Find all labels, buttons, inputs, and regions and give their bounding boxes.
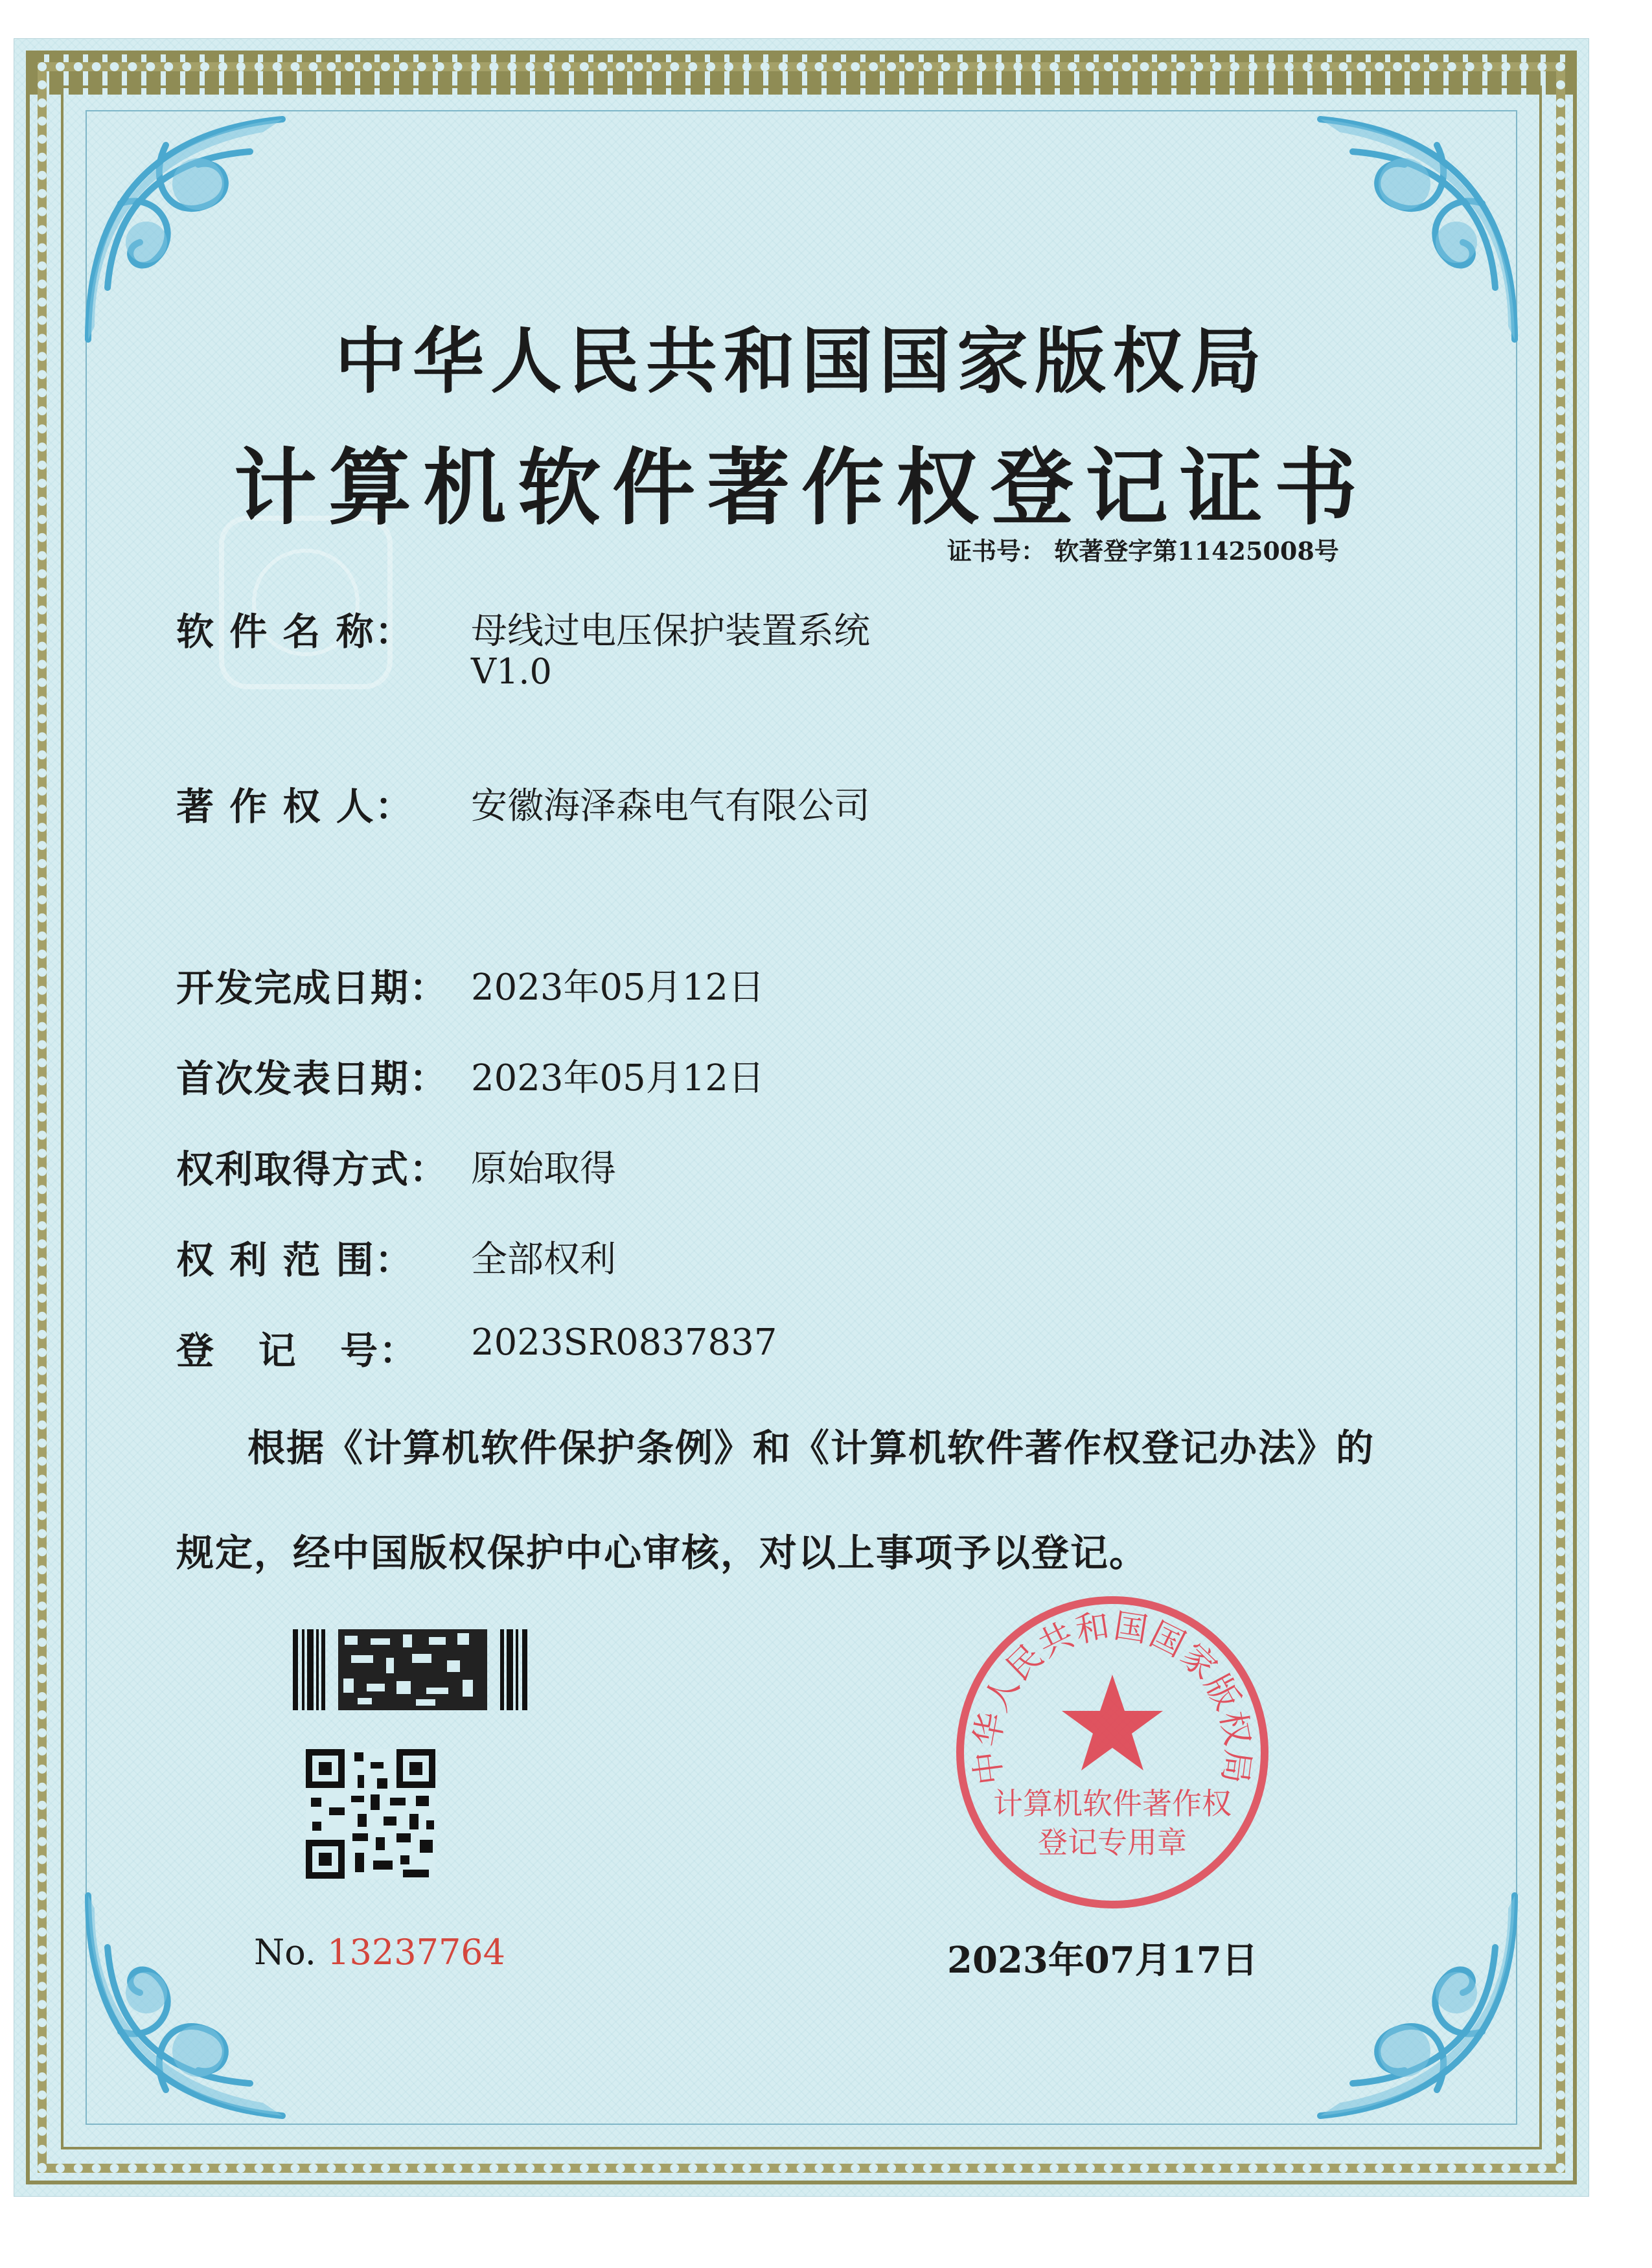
field-label-publication-date: 首次发表日期：	[176, 1057, 449, 1101]
certificate-number: 证书号： 软著登字第11425008号	[947, 536, 1339, 566]
field-value-acquisition-method: 原始取得	[471, 1148, 616, 1190]
field-value-copyright-owner: 安徽海泽森电气有限公司	[471, 785, 870, 827]
field-label-registration-number: 登 记 号：	[176, 1329, 419, 1373]
field-label-acquisition-method: 权利取得方式：	[176, 1147, 449, 1191]
seal-line-1: 计算机软件著作权	[993, 1786, 1232, 1821]
statement-line-1: 根据《计算机软件保护条例》和《计算机软件著作权登记办法》的	[247, 1426, 1375, 1470]
corner-ornament-icon	[69, 1870, 341, 2142]
seal-line-2: 登记专用章	[1038, 1825, 1187, 1860]
field-value-completion-date: 2023年05月12日	[471, 967, 765, 1009]
serial-prefix: No.	[254, 1932, 316, 1973]
serial-number	[254, 1932, 505, 1973]
inner-frame-line	[86, 110, 1517, 2125]
serial-value: 13237764	[327, 1932, 506, 1973]
issuer-title: 中华人民共和国国家版权局	[335, 319, 1268, 403]
field-value-registration-number: 2023SR0837837	[471, 1322, 777, 1364]
qr-code-icon	[306, 1749, 435, 1879]
statement-line-2: 规定，经中国版权保护中心审核，对以上事项予以登记。	[176, 1531, 1149, 1575]
seal-ring-text: 中华人民共和国国家版权局	[967, 1606, 1257, 1787]
field-value-version: V1.0	[471, 651, 552, 692]
barcode-icon	[293, 1629, 533, 1710]
issue-date: 2023年07月17日	[947, 1939, 1258, 1982]
certificate	[14, 39, 1589, 2196]
field-label-software-name: 软 件 名 称：	[176, 610, 414, 654]
field-label-completion-date: 开发完成日期：	[176, 966, 449, 1010]
official-seal-icon	[944, 1584, 1281, 1921]
field-label-copyright-owner: 著 作 权 人：	[176, 785, 414, 829]
certificate-title: 计算机软件著作权登记证书	[233, 439, 1369, 536]
field-value-publication-date: 2023年05月12日	[471, 1057, 765, 1099]
field-value-rights-scope: 全部权利	[471, 1239, 616, 1281]
field-value-software-name: 母线过电压保护装置系统	[471, 610, 870, 652]
field-label-rights-scope: 权 利 范 围：	[176, 1238, 414, 1282]
corner-ornament-icon	[1262, 1870, 1534, 2142]
